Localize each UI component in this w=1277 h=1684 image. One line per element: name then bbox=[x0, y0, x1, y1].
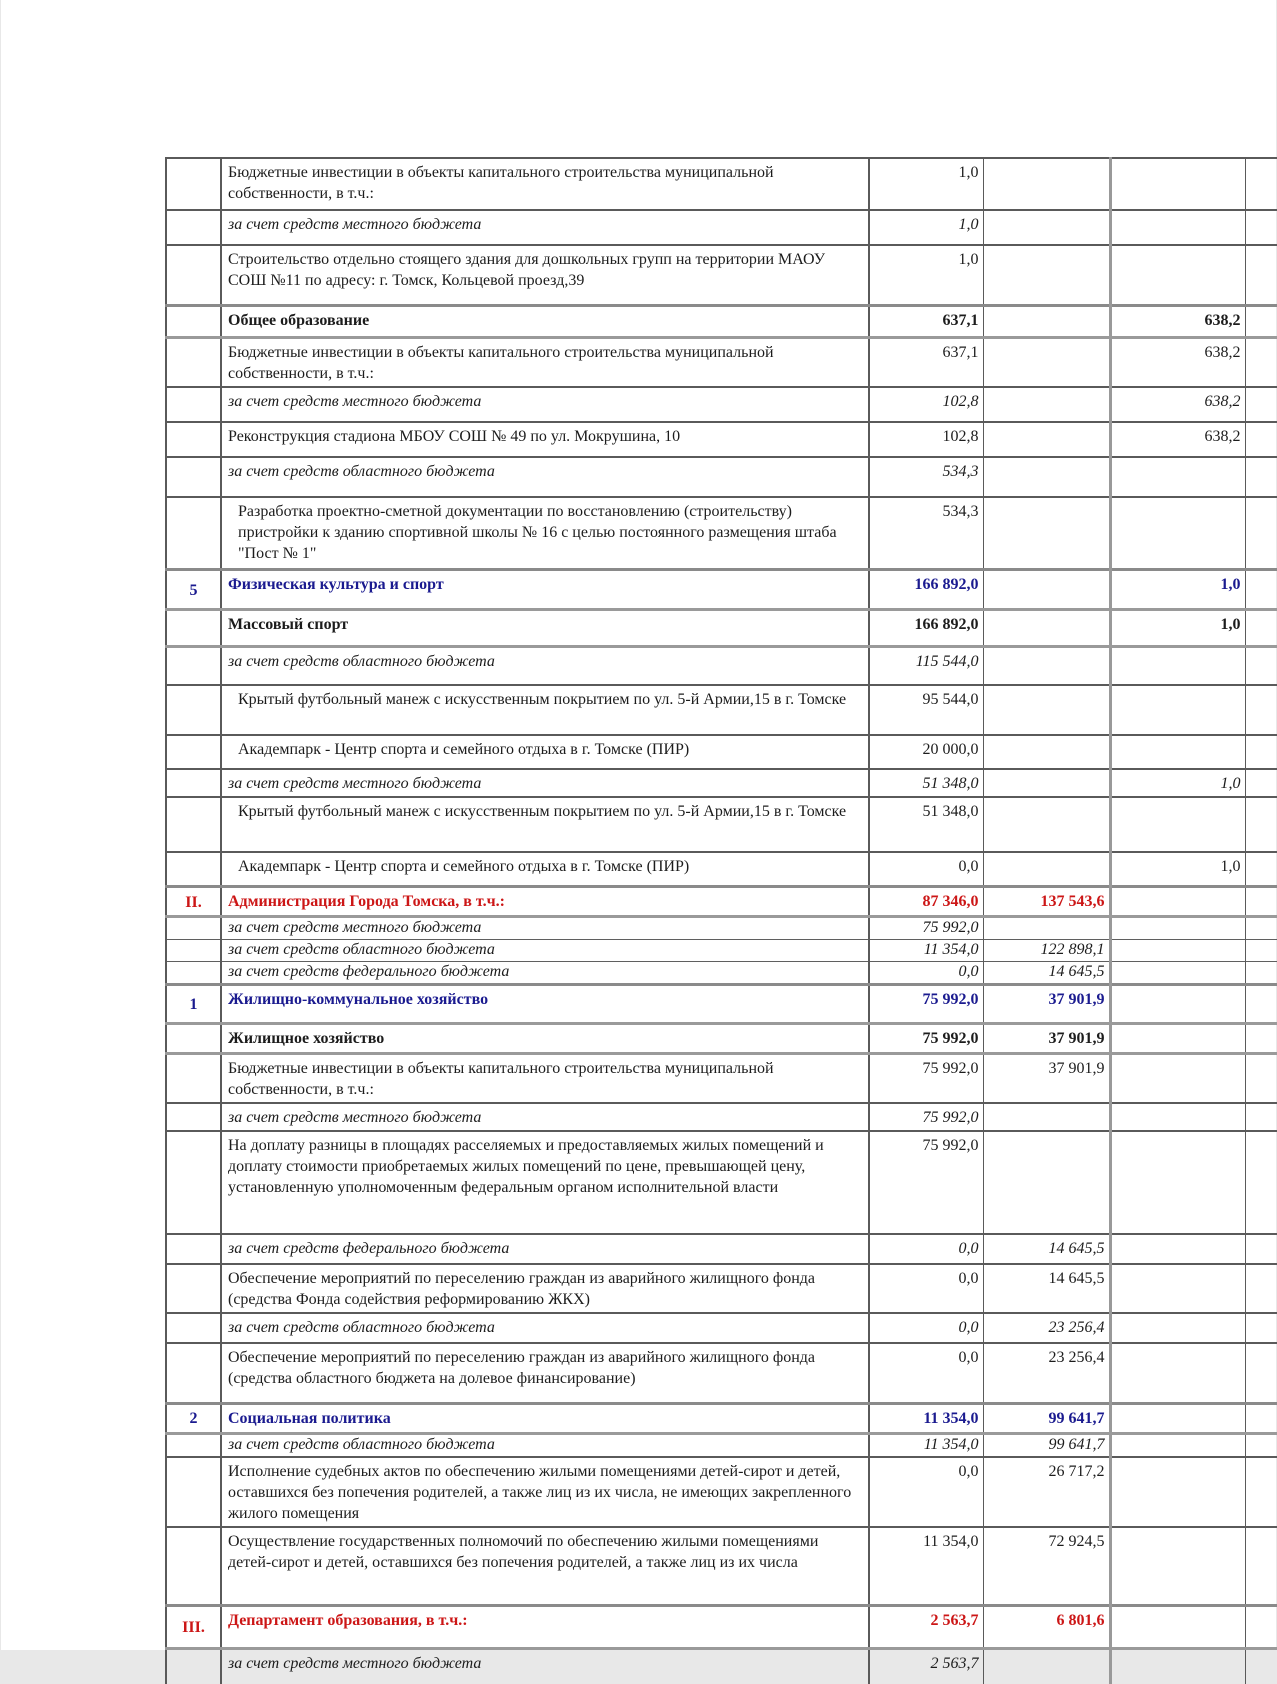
description-cell: Физическая культура и спорт bbox=[221, 570, 869, 610]
value-cell-2 bbox=[983, 1649, 1110, 1684]
value-cell-2 bbox=[983, 387, 1110, 422]
value-cell-2 bbox=[983, 647, 1110, 685]
value-cell-1: 1,0 bbox=[869, 245, 983, 305]
value-cell-2 bbox=[983, 1103, 1110, 1131]
value-cell-4-cropped bbox=[1245, 735, 1277, 769]
value-cell-1: 11 354,0 bbox=[869, 940, 983, 962]
value-cell-1: 166 892,0 bbox=[869, 610, 983, 647]
table-row bbox=[166, 457, 1277, 497]
row-number-cell bbox=[166, 1103, 221, 1131]
description-cell: Строительство отдельно стоящего здания для дошкольных групп на территории МАОУ СОШ №11 по адресу: г. Томск, Кольцевой проезд,39 bbox=[221, 245, 869, 305]
value-cell-1: 51 348,0 bbox=[869, 769, 983, 797]
table-row bbox=[166, 917, 1277, 940]
value-cell-4-cropped bbox=[1245, 940, 1277, 962]
value-cell-2 bbox=[983, 245, 1110, 305]
value-cell-4-cropped bbox=[1245, 1343, 1277, 1403]
row-number-cell bbox=[166, 245, 221, 305]
value-cell-1: 102,8 bbox=[869, 387, 983, 422]
value-cell-2: 72 924,5 bbox=[983, 1527, 1110, 1606]
row-number-cell bbox=[166, 158, 221, 210]
value-cell-1: 1,0 bbox=[869, 210, 983, 245]
row-number-cell bbox=[166, 1527, 221, 1606]
value-cell-1: 11 354,0 bbox=[869, 1403, 983, 1433]
description-cell: Обеспечение мероприятий по переселению граждан из аварийного жилищного фонда (средства Фонда содействия реформированию ЖКХ) bbox=[221, 1264, 869, 1313]
table-row bbox=[166, 1234, 1277, 1264]
row-number-cell bbox=[166, 387, 221, 422]
value-cell-1: 75 992,0 bbox=[869, 917, 983, 940]
row-number-cell bbox=[166, 962, 221, 985]
table-row bbox=[166, 647, 1277, 685]
row-number-cell bbox=[166, 1054, 221, 1104]
value-cell-3 bbox=[1110, 1457, 1245, 1527]
value-cell-2 bbox=[983, 1131, 1110, 1234]
value-cell-4-cropped bbox=[1245, 1606, 1277, 1649]
value-cell-4-cropped bbox=[1245, 305, 1277, 337]
value-cell-3 bbox=[1110, 1234, 1245, 1264]
value-cell-1: 534,3 bbox=[869, 457, 983, 497]
value-cell-3 bbox=[1110, 1649, 1245, 1684]
document-page bbox=[1, 0, 1276, 1672]
table-row bbox=[166, 1343, 1277, 1403]
value-cell-1: 534,3 bbox=[869, 497, 983, 570]
value-cell-1: 0,0 bbox=[869, 1234, 983, 1264]
value-cell-1: 2 563,7 bbox=[869, 1649, 983, 1684]
value-cell-1: 87 346,0 bbox=[869, 887, 983, 917]
description-cell: Бюджетные инвестиции в объекты капитального строительства муниципальной собственности, в т.ч.: bbox=[221, 337, 869, 387]
value-cell-4-cropped bbox=[1245, 1024, 1277, 1054]
value-cell-1: 0,0 bbox=[869, 852, 983, 887]
value-cell-1: 75 992,0 bbox=[869, 1054, 983, 1104]
description-cell: Крытый футбольный манеж с искусственным покрытием по ул. 5-й Армии,15 в г. Томске bbox=[221, 797, 869, 852]
value-cell-2: 37 901,9 bbox=[983, 1054, 1110, 1104]
value-cell-4-cropped bbox=[1245, 1403, 1277, 1433]
value-cell-3 bbox=[1110, 158, 1245, 210]
table-row bbox=[166, 497, 1277, 570]
value-cell-4-cropped bbox=[1245, 1103, 1277, 1131]
description-cell: Исполнение судебных актов по обеспечению жилыми помещениями детей-сирот и детей, оставшихся без попечения родителей, а также лиц из их числа, не имеющих закрепленного жилого помещения bbox=[221, 1457, 869, 1527]
table-row bbox=[166, 1527, 1277, 1606]
value-cell-1: 0,0 bbox=[869, 1264, 983, 1313]
row-number-cell bbox=[166, 610, 221, 647]
value-cell-4-cropped bbox=[1245, 1054, 1277, 1104]
description-cell: Академпарк - Центр спорта и семейного отдыха в г. Томске (ПИР) bbox=[221, 852, 869, 887]
description-cell: Жилищное хозяйство bbox=[221, 1024, 869, 1054]
value-cell-4-cropped bbox=[1245, 158, 1277, 210]
row-number-cell bbox=[166, 1433, 221, 1457]
table-row bbox=[166, 245, 1277, 305]
table-row bbox=[166, 1606, 1277, 1649]
value-cell-3 bbox=[1110, 1527, 1245, 1606]
value-cell-3 bbox=[1110, 797, 1245, 852]
value-cell-2: 26 717,2 bbox=[983, 1457, 1110, 1527]
description-cell: Социальная политика bbox=[221, 1403, 869, 1433]
value-cell-2: 99 641,7 bbox=[983, 1403, 1110, 1433]
value-cell-2 bbox=[983, 497, 1110, 570]
value-cell-2: 23 256,4 bbox=[983, 1313, 1110, 1343]
value-cell-4-cropped bbox=[1245, 852, 1277, 887]
row-number-cell bbox=[166, 647, 221, 685]
description-cell: На доплату разницы в площадях расселяемых и предоставляемых жилых помещений и доплату стоимости приобретаемых жилых помещений по цене, превышающей цену, установленную уполномоченным федеральным органом исполнительной власти bbox=[221, 1131, 869, 1234]
row-number-cell: 5 bbox=[166, 570, 221, 610]
value-cell-1: 115 544,0 bbox=[869, 647, 983, 685]
row-number-cell bbox=[166, 497, 221, 570]
value-cell-1: 166 892,0 bbox=[869, 570, 983, 610]
value-cell-4-cropped bbox=[1245, 422, 1277, 457]
value-cell-3 bbox=[1110, 735, 1245, 769]
value-cell-1: 637,1 bbox=[869, 337, 983, 387]
description-cell: Администрация Города Томска, в т.ч.: bbox=[221, 887, 869, 917]
description-cell: за счет средств областного бюджета bbox=[221, 647, 869, 685]
value-cell-4-cropped bbox=[1245, 337, 1277, 387]
description-cell: Осуществление государственных полномочий по обеспечению жилыми помещениями детей-сирот и детей, оставшихся без попечения родителей, а также лиц из их числа bbox=[221, 1527, 869, 1606]
table-row bbox=[166, 797, 1277, 852]
value-cell-3: 638,2 bbox=[1110, 305, 1245, 337]
value-cell-2 bbox=[983, 457, 1110, 497]
value-cell-4-cropped bbox=[1245, 685, 1277, 735]
row-number-cell bbox=[166, 685, 221, 735]
value-cell-3: 638,2 bbox=[1110, 387, 1245, 422]
table-row bbox=[166, 570, 1277, 610]
value-cell-3 bbox=[1110, 940, 1245, 962]
row-number-cell bbox=[166, 1649, 221, 1684]
table-row bbox=[166, 1131, 1277, 1234]
row-number-cell bbox=[166, 852, 221, 887]
value-cell-1: 75 992,0 bbox=[869, 1103, 983, 1131]
row-number-cell: 1 bbox=[166, 985, 221, 1024]
value-cell-3 bbox=[1110, 1403, 1245, 1433]
value-cell-3: 638,2 bbox=[1110, 422, 1245, 457]
description-cell: за счет средств местного бюджета bbox=[221, 210, 869, 245]
value-cell-3 bbox=[1110, 1606, 1245, 1649]
value-cell-3: 1,0 bbox=[1110, 610, 1245, 647]
value-cell-4-cropped bbox=[1245, 1433, 1277, 1457]
description-cell: Обеспечение мероприятий по переселению граждан из аварийного жилищного фонда (средства областного бюджета на долевое финансирование) bbox=[221, 1343, 869, 1403]
table-row bbox=[166, 422, 1277, 457]
value-cell-3 bbox=[1110, 210, 1245, 245]
table-row bbox=[166, 940, 1277, 962]
value-cell-1: 75 992,0 bbox=[869, 985, 983, 1024]
table-row bbox=[166, 1054, 1277, 1104]
value-cell-4-cropped bbox=[1245, 769, 1277, 797]
value-cell-2: 99 641,7 bbox=[983, 1433, 1110, 1457]
value-cell-4-cropped bbox=[1245, 1131, 1277, 1234]
value-cell-3 bbox=[1110, 1024, 1245, 1054]
value-cell-1: 0,0 bbox=[869, 1343, 983, 1403]
value-cell-2 bbox=[983, 337, 1110, 387]
value-cell-2 bbox=[983, 685, 1110, 735]
table-row bbox=[166, 1649, 1277, 1684]
value-cell-3 bbox=[1110, 985, 1245, 1024]
row-number-cell bbox=[166, 1264, 221, 1313]
value-cell-4-cropped bbox=[1245, 1234, 1277, 1264]
table-row bbox=[166, 1457, 1277, 1527]
value-cell-4-cropped bbox=[1245, 210, 1277, 245]
description-cell: Разработка проектно-сметной документации по восстановлению (строительству) пристройки к зданию спортивной школы № 16 с целью постоянного размещения штаба "Пост № 1" bbox=[221, 497, 869, 570]
value-cell-4-cropped bbox=[1245, 647, 1277, 685]
value-cell-4-cropped bbox=[1245, 1457, 1277, 1527]
description-cell: за счет средств местного бюджета bbox=[221, 1103, 869, 1131]
value-cell-4-cropped bbox=[1245, 245, 1277, 305]
value-cell-2: 14 645,5 bbox=[983, 962, 1110, 985]
table-row bbox=[166, 685, 1277, 735]
budget-table-body bbox=[166, 158, 1277, 1684]
table-row bbox=[166, 158, 1277, 210]
value-cell-1: 0,0 bbox=[869, 962, 983, 985]
value-cell-3: 1,0 bbox=[1110, 570, 1245, 610]
row-number-cell: 2 bbox=[166, 1403, 221, 1433]
value-cell-2 bbox=[983, 769, 1110, 797]
row-number-cell bbox=[166, 1343, 221, 1403]
description-cell: Крытый футбольный манеж с искусственным покрытием по ул. 5-й Армии,15 в г. Томске bbox=[221, 685, 869, 735]
value-cell-1: 51 348,0 bbox=[869, 797, 983, 852]
value-cell-2 bbox=[983, 735, 1110, 769]
value-cell-3 bbox=[1110, 1131, 1245, 1234]
value-cell-3 bbox=[1110, 497, 1245, 570]
value-cell-4-cropped bbox=[1245, 1649, 1277, 1684]
row-number-cell bbox=[166, 769, 221, 797]
table-row bbox=[166, 852, 1277, 887]
description-cell: за счет средств областного бюджета bbox=[221, 940, 869, 962]
value-cell-2 bbox=[983, 797, 1110, 852]
value-cell-3 bbox=[1110, 887, 1245, 917]
description-cell: за счет средств федерального бюджета bbox=[221, 962, 869, 985]
value-cell-1: 102,8 bbox=[869, 422, 983, 457]
value-cell-2 bbox=[983, 305, 1110, 337]
description-cell: Академпарк - Центр спорта и семейного отдыха в г. Томске (ПИР) bbox=[221, 735, 869, 769]
table-row bbox=[166, 1433, 1277, 1457]
value-cell-3 bbox=[1110, 917, 1245, 940]
row-number-cell bbox=[166, 422, 221, 457]
row-number-cell bbox=[166, 940, 221, 962]
row-number-cell bbox=[166, 1234, 221, 1264]
value-cell-3 bbox=[1110, 1103, 1245, 1131]
table-row bbox=[166, 1403, 1277, 1433]
description-cell: за счет средств местного бюджета bbox=[221, 917, 869, 940]
value-cell-3 bbox=[1110, 1313, 1245, 1343]
value-cell-3 bbox=[1110, 245, 1245, 305]
value-cell-1: 20 000,0 bbox=[869, 735, 983, 769]
value-cell-3 bbox=[1110, 1264, 1245, 1313]
value-cell-4-cropped bbox=[1245, 985, 1277, 1024]
value-cell-2: 23 256,4 bbox=[983, 1343, 1110, 1403]
row-number-cell bbox=[166, 337, 221, 387]
value-cell-1: 75 992,0 bbox=[869, 1024, 983, 1054]
value-cell-3: 1,0 bbox=[1110, 769, 1245, 797]
value-cell-3 bbox=[1110, 1433, 1245, 1457]
description-cell: Массовый спорт bbox=[221, 610, 869, 647]
value-cell-3 bbox=[1110, 647, 1245, 685]
description-cell: Жилищно-коммунальное хозяйство bbox=[221, 985, 869, 1024]
value-cell-4-cropped bbox=[1245, 797, 1277, 852]
value-cell-2 bbox=[983, 570, 1110, 610]
value-cell-3 bbox=[1110, 457, 1245, 497]
table-row bbox=[166, 610, 1277, 647]
description-cell: за счет средств местного бюджета bbox=[221, 387, 869, 422]
table-row bbox=[166, 1103, 1277, 1131]
table-row bbox=[166, 962, 1277, 985]
description-cell: Департамент образования, в т.ч.: bbox=[221, 1606, 869, 1649]
value-cell-4-cropped bbox=[1245, 1527, 1277, 1606]
value-cell-4-cropped bbox=[1245, 610, 1277, 647]
row-number-cell bbox=[166, 305, 221, 337]
table-row bbox=[166, 1264, 1277, 1313]
row-number-cell bbox=[166, 1024, 221, 1054]
value-cell-2 bbox=[983, 210, 1110, 245]
value-cell-4-cropped bbox=[1245, 497, 1277, 570]
value-cell-1: 95 544,0 bbox=[869, 685, 983, 735]
row-number-cell bbox=[166, 1131, 221, 1234]
value-cell-3 bbox=[1110, 962, 1245, 985]
row-number-cell bbox=[166, 797, 221, 852]
value-cell-4-cropped bbox=[1245, 570, 1277, 610]
row-number-cell bbox=[166, 1457, 221, 1527]
value-cell-3: 638,2 bbox=[1110, 337, 1245, 387]
table-row bbox=[166, 387, 1277, 422]
value-cell-4-cropped bbox=[1245, 457, 1277, 497]
value-cell-2: 14 645,5 bbox=[983, 1234, 1110, 1264]
row-number-cell bbox=[166, 210, 221, 245]
value-cell-2: 14 645,5 bbox=[983, 1264, 1110, 1313]
table-row bbox=[166, 1024, 1277, 1054]
value-cell-4-cropped bbox=[1245, 387, 1277, 422]
value-cell-4-cropped bbox=[1245, 917, 1277, 940]
table-row bbox=[166, 769, 1277, 797]
description-cell: за счет средств областного бюджета bbox=[221, 457, 869, 497]
value-cell-2: 6 801,6 bbox=[983, 1606, 1110, 1649]
value-cell-2 bbox=[983, 422, 1110, 457]
value-cell-3: 1,0 bbox=[1110, 852, 1245, 887]
description-cell: Бюджетные инвестиции в объекты капитального строительства муниципальной собственности, в т.ч.: bbox=[221, 158, 869, 210]
table-row bbox=[166, 735, 1277, 769]
value-cell-4-cropped bbox=[1245, 1264, 1277, 1313]
table-row bbox=[166, 887, 1277, 917]
value-cell-1: 75 992,0 bbox=[869, 1131, 983, 1234]
description-cell: Общее образование bbox=[221, 305, 869, 337]
value-cell-4-cropped bbox=[1245, 1313, 1277, 1343]
value-cell-3 bbox=[1110, 1054, 1245, 1104]
value-cell-2 bbox=[983, 852, 1110, 887]
value-cell-1: 0,0 bbox=[869, 1457, 983, 1527]
value-cell-2 bbox=[983, 917, 1110, 940]
value-cell-1: 0,0 bbox=[869, 1313, 983, 1343]
value-cell-1: 637,1 bbox=[869, 305, 983, 337]
description-cell: Реконструкция стадиона МБОУ СОШ № 49 по ул. Мокрушина, 10 bbox=[221, 422, 869, 457]
row-number-cell: II. bbox=[166, 887, 221, 917]
value-cell-2: 137 543,6 bbox=[983, 887, 1110, 917]
row-number-cell bbox=[166, 1313, 221, 1343]
value-cell-2 bbox=[983, 610, 1110, 647]
table-row bbox=[166, 337, 1277, 387]
description-cell: за счет средств областного бюджета bbox=[221, 1313, 869, 1343]
description-cell: за счет средств местного бюджета bbox=[221, 1649, 869, 1684]
value-cell-1: 1,0 bbox=[869, 158, 983, 210]
row-number-cell: III. bbox=[166, 1606, 221, 1649]
value-cell-3 bbox=[1110, 685, 1245, 735]
table-row bbox=[166, 210, 1277, 245]
value-cell-2 bbox=[983, 158, 1110, 210]
row-number-cell bbox=[166, 917, 221, 940]
value-cell-4-cropped bbox=[1245, 887, 1277, 917]
description-cell: за счет средств местного бюджета bbox=[221, 769, 869, 797]
budget-table bbox=[165, 157, 1277, 1684]
value-cell-1: 11 354,0 bbox=[869, 1527, 983, 1606]
value-cell-3 bbox=[1110, 1343, 1245, 1403]
table-row bbox=[166, 305, 1277, 337]
row-number-cell bbox=[166, 457, 221, 497]
description-cell: за счет средств областного бюджета bbox=[221, 1433, 869, 1457]
table-row bbox=[166, 1313, 1277, 1343]
description-cell: Бюджетные инвестиции в объекты капитального строительства муниципальной собственности, в т.ч.: bbox=[221, 1054, 869, 1104]
value-cell-2: 122 898,1 bbox=[983, 940, 1110, 962]
value-cell-2: 37 901,9 bbox=[983, 985, 1110, 1024]
table-row bbox=[166, 985, 1277, 1024]
value-cell-1: 2 563,7 bbox=[869, 1606, 983, 1649]
value-cell-1: 11 354,0 bbox=[869, 1433, 983, 1457]
value-cell-4-cropped bbox=[1245, 962, 1277, 985]
value-cell-2: 37 901,9 bbox=[983, 1024, 1110, 1054]
description-cell: за счет средств федерального бюджета bbox=[221, 1234, 869, 1264]
row-number-cell bbox=[166, 735, 221, 769]
